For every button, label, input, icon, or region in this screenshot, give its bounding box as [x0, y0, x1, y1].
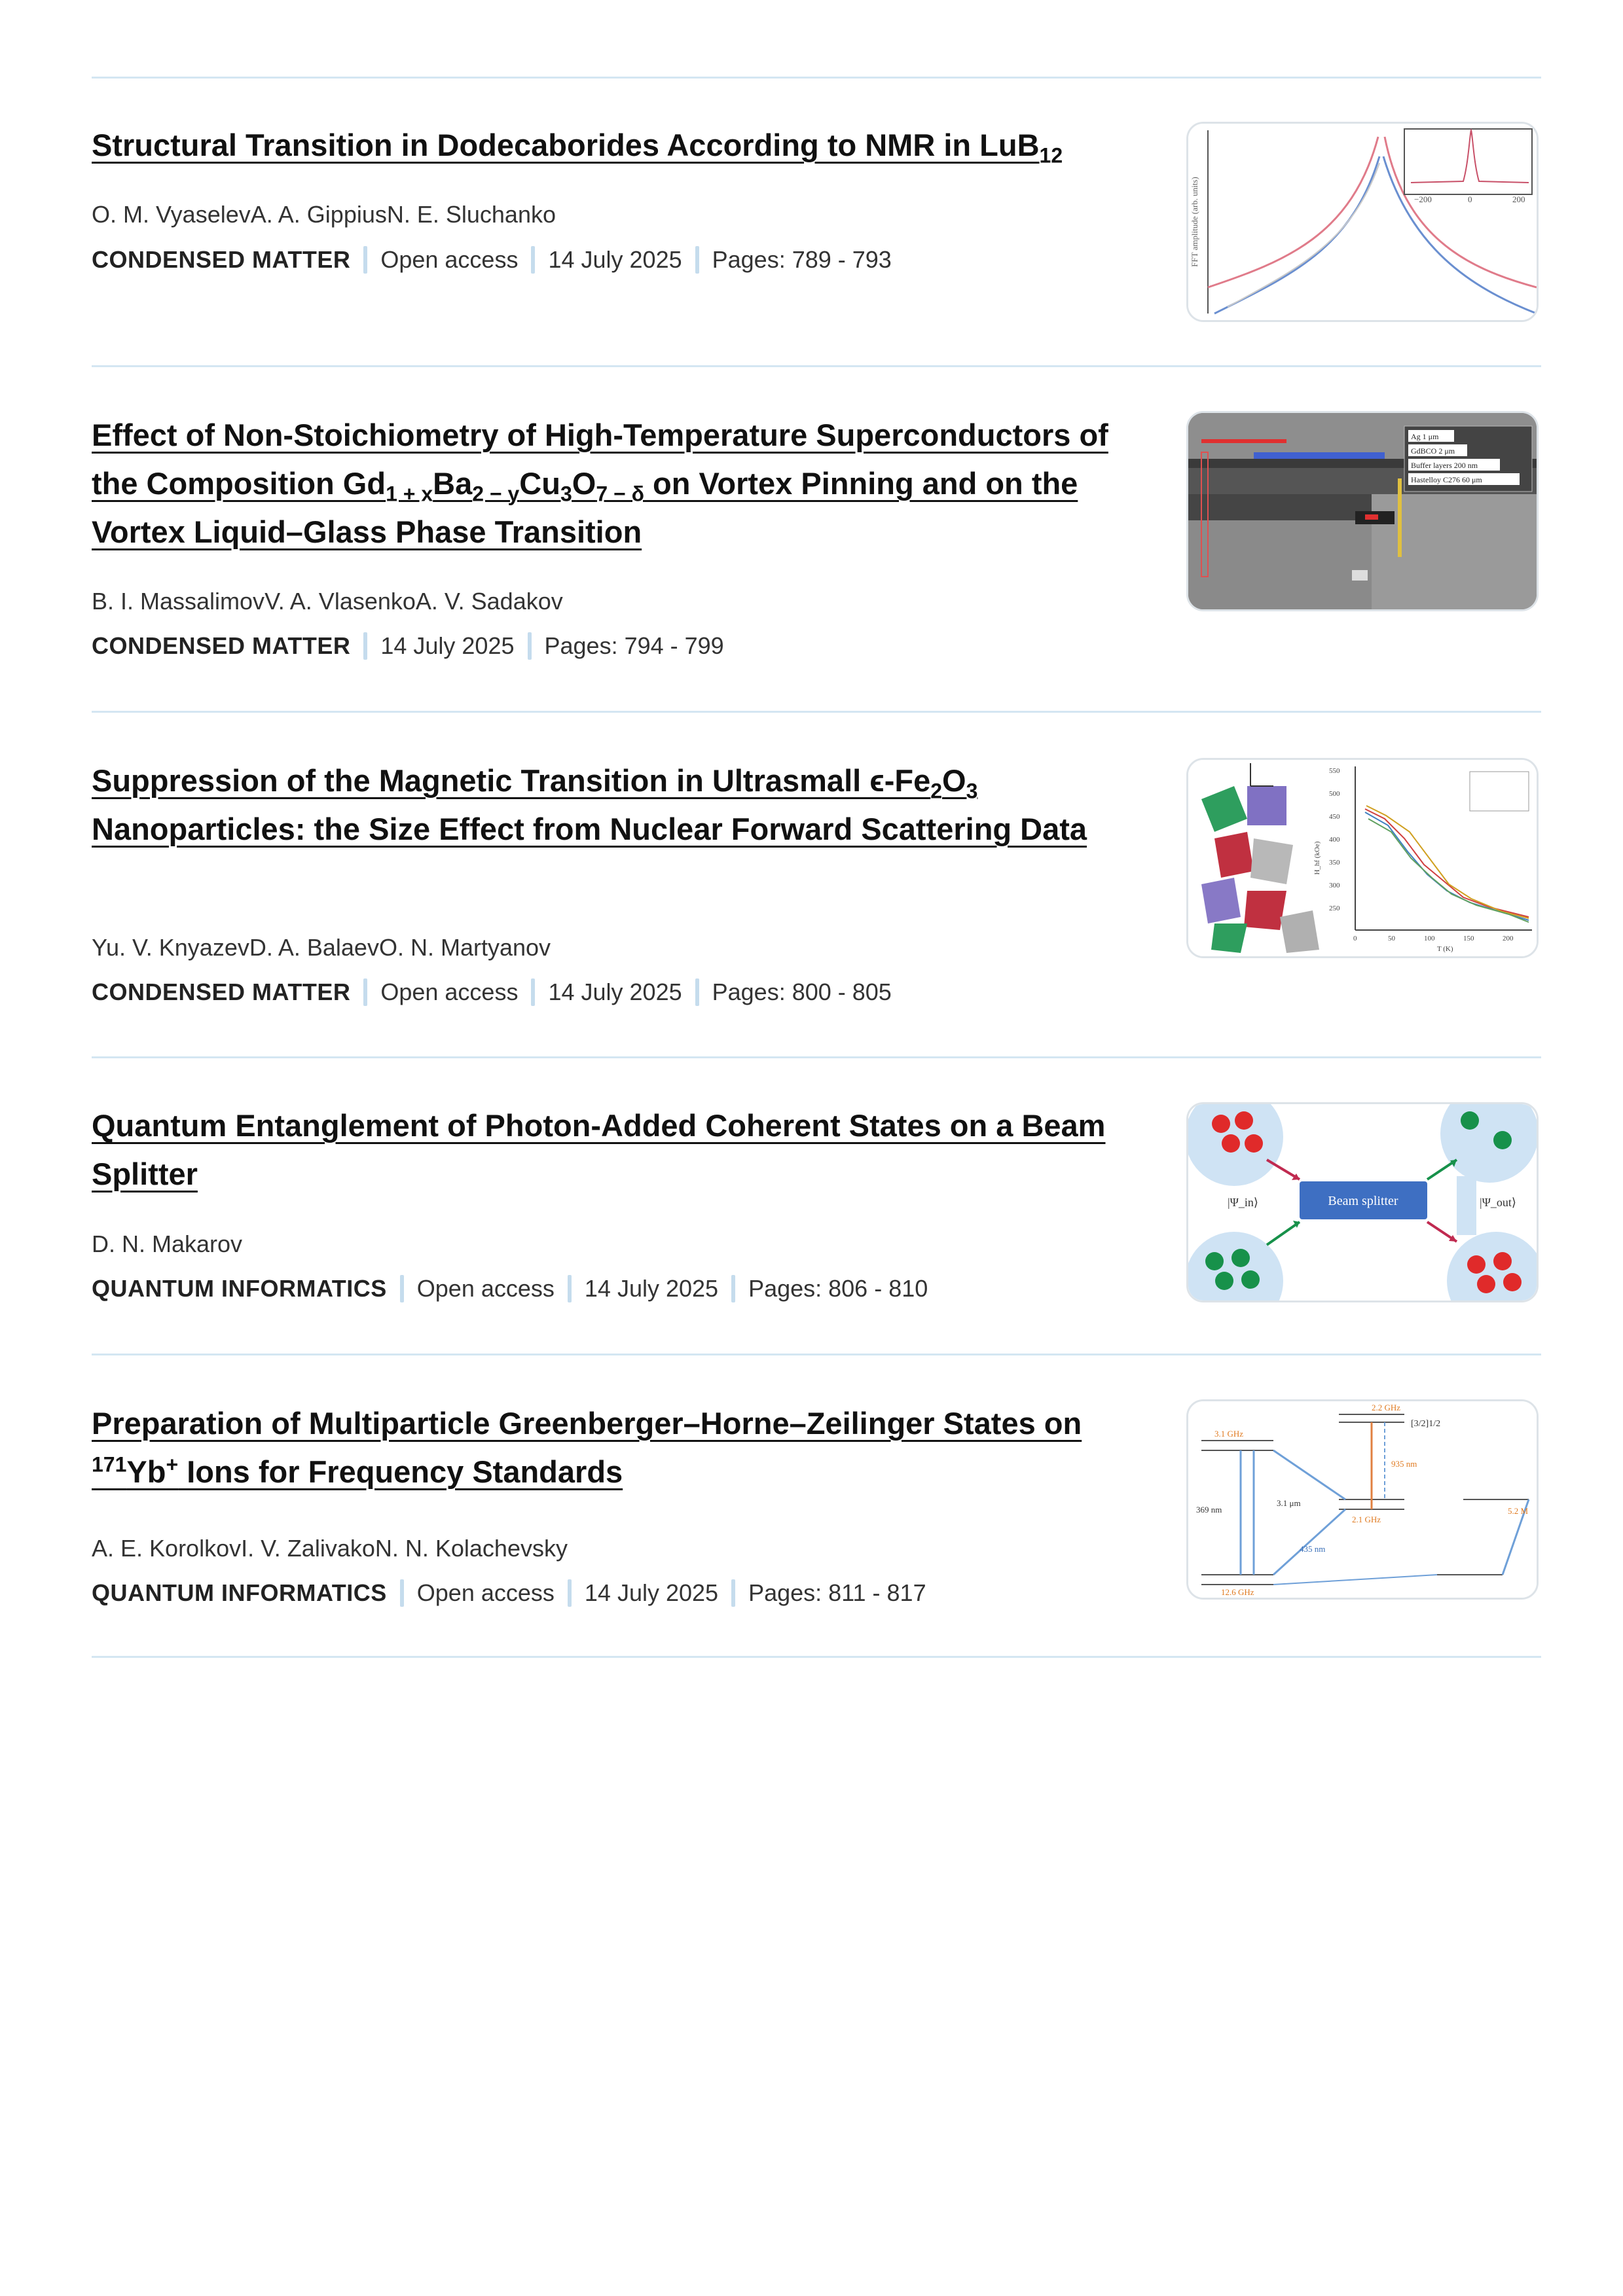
article-meta: [92, 246, 892, 274]
author-name[interactable]: N. N. Kolachevsky: [374, 1535, 568, 1562]
svg-text:3.1 μm: 3.1 μm: [1277, 1498, 1301, 1508]
meta-separator: [731, 1275, 735, 1302]
author-list: [92, 1535, 568, 1562]
meta-separator: [528, 632, 532, 660]
svg-text:935 nm: 935 nm: [1391, 1459, 1417, 1469]
crystal-structure-and-plot-icon: [1188, 760, 1537, 956]
meta-separator: [568, 1579, 572, 1607]
svg-text:2.1 GHz: 2.1 GHz: [1352, 1515, 1381, 1524]
svg-text:200: 200: [1503, 935, 1514, 942]
svg-text:550: 550: [1329, 767, 1340, 775]
svg-text:[3/2]1/2: [3/2]1/2: [1411, 1419, 1441, 1429]
svg-text:100: 100: [1424, 935, 1435, 942]
nmr-spectrum-plot-icon: [1188, 124, 1537, 320]
svg-text:150: 150: [1463, 935, 1474, 942]
page-range: Pages: 811 - 817: [748, 1579, 926, 1606]
meta-separator: [695, 978, 699, 1006]
svg-text:|Ψ_out⟩: |Ψ_out⟩: [1480, 1196, 1516, 1209]
divider: [92, 1056, 1541, 1058]
svg-text:Beam splitter: Beam splitter: [1328, 1194, 1398, 1208]
author-name[interactable]: O. N. Martyanov: [378, 934, 551, 961]
article-title: [92, 411, 1152, 556]
meta-separator: [531, 978, 535, 1006]
svg-text:300: 300: [1329, 882, 1340, 889]
svg-text:5.2 M: 5.2 M: [1508, 1506, 1529, 1516]
article-thumbnail[interactable]: [1186, 122, 1539, 322]
author-name[interactable]: I. V. Zalivako: [241, 1535, 375, 1562]
divider: [92, 1656, 1541, 1658]
meta-separator: [363, 978, 367, 1006]
page-range: Pages: 800 - 805: [712, 978, 892, 1005]
publish-date: 14 July 2025: [548, 978, 682, 1005]
svg-text:−200: −200: [1414, 194, 1432, 204]
publish-date: 14 July 2025: [584, 1579, 719, 1606]
divider: [92, 711, 1541, 713]
author-list: [92, 201, 556, 228]
meta-separator: [363, 246, 367, 274]
svg-text:200: 200: [1512, 194, 1525, 204]
svg-text:50: 50: [1388, 935, 1395, 942]
beam-splitter-diagram-icon: [1188, 1104, 1537, 1300]
divider: [92, 77, 1541, 79]
divider: [92, 365, 1541, 367]
category-label[interactable]: CONDENSED MATTER: [92, 978, 351, 1005]
svg-text:12.6 GHz: 12.6 GHz: [1221, 1587, 1254, 1597]
article-title-link[interactable]: Quantum Entanglement of Photon-Added Coherent States on a Beam Splitter: [92, 1108, 1106, 1191]
svg-text:350: 350: [1329, 859, 1340, 867]
author-name[interactable]: N. E. Sluchanko: [386, 201, 556, 228]
article-thumbnail[interactable]: [1186, 1399, 1539, 1600]
page-range: Pages: 806 - 810: [748, 1275, 928, 1302]
author-list: [92, 1230, 242, 1258]
publish-date: 14 July 2025: [584, 1275, 719, 1302]
article-title-link[interactable]: Structural Transition in Dodecaborides According to NMR in LuB$_{12}$: [92, 128, 1063, 168]
publish-date: 14 July 2025: [380, 632, 515, 659]
author-name[interactable]: V. A. Vlasenko: [264, 588, 416, 615]
author-list: [92, 588, 563, 615]
energy-level-diagram-icon: [1188, 1401, 1537, 1598]
author-name[interactable]: O. M. Vyaselev: [92, 201, 251, 228]
access-badge: Open access: [380, 978, 519, 1005]
article-title: [92, 121, 1152, 170]
author-name[interactable]: A. E. Korolkov: [92, 1535, 242, 1562]
article-title-link[interactable]: Effect of Non-Stoichiometry of High-Temperature Superconductors of the Composition $Gd_{1 + x}Ba_{2 - y}Cu_3O_{7 - \delta}$ on Vortex Pinning and on the Vortex Liquid–Glass Phase Transition: [92, 418, 1108, 549]
access-badge: Open access: [380, 246, 519, 273]
meta-separator: [363, 632, 367, 660]
divider: [92, 1354, 1541, 1355]
access-badge: Open access: [416, 1275, 555, 1302]
article-meta: [92, 1275, 928, 1302]
article-title: [92, 1102, 1152, 1198]
meta-separator: [568, 1275, 572, 1302]
meta-separator: [400, 1275, 404, 1302]
article-title: [92, 1399, 1152, 1496]
page-range: Pages: 789 - 793: [712, 246, 892, 273]
article-title-link[interactable]: Suppression of the Magnetic Transition in Ultrasmall $\epsilon-Fe_2O_3$ Nanoparticles: the Size Effect from Nuclear Forward Scattering Data: [92, 763, 1087, 846]
category-label[interactable]: QUANTUM INFORMATICS: [92, 1579, 387, 1606]
article-meta: [92, 632, 724, 660]
svg-text:GdBCO 2 μm: GdBCO 2 μm: [1411, 446, 1455, 456]
article-title-link[interactable]: Preparation of Multiparticle Greenberger–Horne–Zeilinger States on $^{171}$Yb+ Ions for Frequency Standards: [92, 1406, 1082, 1489]
category-label[interactable]: CONDENSED MATTER: [92, 632, 351, 659]
author-list: [92, 934, 551, 961]
svg-text:0: 0: [1468, 194, 1472, 204]
svg-text:0: 0: [1353, 935, 1357, 942]
article-thumbnail[interactable]: [1186, 758, 1539, 958]
author-name[interactable]: D. N. Makarov: [92, 1230, 243, 1257]
article-title: [92, 757, 1152, 853]
author-name[interactable]: B. I. Massalimov: [92, 588, 265, 615]
access-badge: Open access: [416, 1579, 555, 1606]
svg-text:Hastelloy C276 60 μm: Hastelloy C276 60 μm: [1411, 475, 1482, 484]
meta-separator: [695, 246, 699, 274]
category-label[interactable]: CONDENSED MATTER: [92, 246, 351, 273]
svg-text:H_hf (kOe): H_hf (kOe): [1313, 841, 1321, 875]
meta-separator: [731, 1579, 735, 1607]
author-name[interactable]: A. A. Gippius: [250, 201, 387, 228]
article-thumbnail[interactable]: [1186, 1102, 1539, 1302]
category-label[interactable]: QUANTUM INFORMATICS: [92, 1275, 387, 1302]
svg-text:250: 250: [1329, 905, 1340, 912]
article-meta: [92, 1579, 926, 1607]
svg-text:435 nm: 435 nm: [1300, 1544, 1326, 1554]
article-meta: [92, 978, 892, 1006]
svg-text:2.2 GHz: 2.2 GHz: [1372, 1403, 1401, 1412]
author-name[interactable]: D. A. Balaev: [249, 934, 379, 961]
svg-text:FFT amplitude (arb. units): FFT amplitude (arb. units): [1190, 177, 1199, 267]
author-name[interactable]: A. V. Sadakov: [415, 588, 563, 615]
svg-text:Buffer layers 200 nm: Buffer layers 200 nm: [1411, 461, 1478, 470]
svg-text:400: 400: [1329, 836, 1340, 844]
author-name[interactable]: Yu. V. Knyazev: [92, 934, 249, 961]
svg-text:500: 500: [1329, 790, 1340, 798]
article-thumbnail[interactable]: [1186, 411, 1539, 611]
svg-text:3.1 GHz: 3.1 GHz: [1214, 1429, 1244, 1439]
svg-text:450: 450: [1329, 813, 1340, 821]
svg-text:|Ψ_in⟩: |Ψ_in⟩: [1228, 1196, 1258, 1209]
electron-microscope-image-icon: [1188, 413, 1537, 609]
svg-text:Ag 1 μm: Ag 1 μm: [1411, 432, 1439, 441]
meta-separator: [400, 1579, 404, 1607]
publish-date: 14 July 2025: [548, 246, 682, 273]
meta-separator: [531, 246, 535, 274]
svg-text:369 nm: 369 nm: [1196, 1505, 1222, 1515]
svg-text:T (K): T (K): [1437, 945, 1453, 953]
page-range: Pages: 794 - 799: [544, 632, 724, 659]
